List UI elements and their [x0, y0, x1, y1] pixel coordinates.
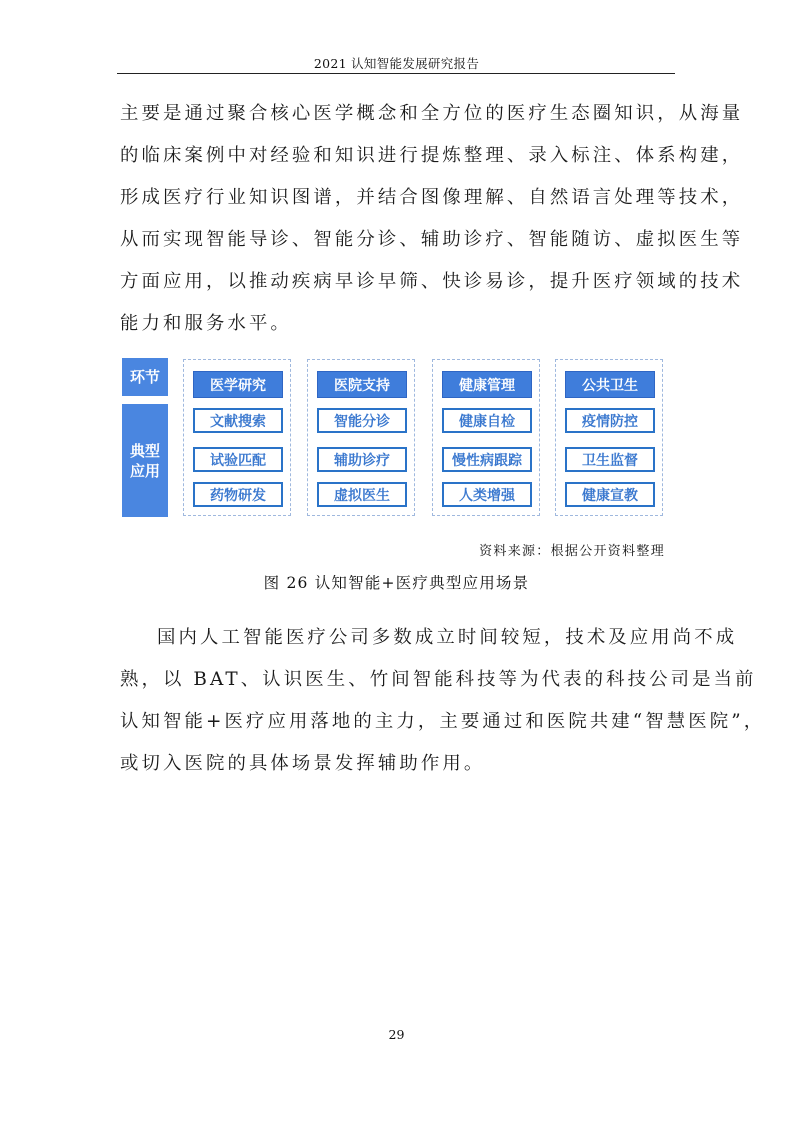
- paragraph-line: 主要是通过聚合核心医学概念和全方位的医疗生态圈知识，从海量: [120, 103, 744, 124]
- row-label-stage: 环节: [122, 358, 168, 396]
- application-box: 药物研发: [193, 482, 283, 507]
- application-box: 卫生监督: [565, 447, 655, 472]
- figure-caption: 图 26 认知智能+医疗典型应用场景: [263, 574, 530, 592]
- paragraph-line: 能力和服务水平。: [120, 313, 292, 334]
- stage-header: 医院支持: [317, 371, 407, 398]
- group-hospital-support: [307, 359, 415, 516]
- running-header-title: 2021 认知智能发展研究报告: [313, 56, 480, 71]
- application-box: 健康宣教: [565, 482, 655, 507]
- group-medical-research: [183, 359, 291, 516]
- page-number: 29: [388, 1027, 405, 1042]
- paragraph-line: 形成医疗行业知识图谱，并结合图像理解、自然语言处理等技术，: [120, 187, 744, 208]
- paragraph-line: 的临床案例中对经验和知识进行提炼整理、录入标注、体系构建，: [120, 145, 744, 166]
- application-box: 健康自检: [442, 408, 532, 433]
- paragraph-line: 认知智能+医疗应用落地的主力，主要通过和医院共建“智慧医院”，: [120, 711, 766, 732]
- stage-header: 医学研究: [193, 371, 283, 398]
- header-divider: [117, 73, 675, 74]
- paragraph-line: 熟，以 BAT、认识医生、竹间智能科技等为代表的科技公司是当前: [120, 669, 757, 690]
- group-public-health: [555, 359, 663, 516]
- row-label-application-text: 典型应用: [129, 441, 160, 480]
- group-health-management: [432, 359, 540, 516]
- application-box: 辅助诊疗: [317, 447, 407, 472]
- application-box: 试验匹配: [193, 447, 283, 472]
- application-box: 虚拟医生: [317, 482, 407, 507]
- body-paragraph-1: [120, 93, 744, 345]
- medical-application-diagram: [120, 356, 670, 521]
- application-box: 智能分诊: [317, 408, 407, 433]
- application-box: 人类增强: [442, 482, 532, 507]
- paragraph-line: 或切入医院的具体场景发挥辅助作用。: [120, 753, 486, 774]
- application-box: 文献搜索: [193, 408, 283, 433]
- paragraph-line: 从而实现智能导诊、智能分诊、辅助诊疗、智能随访、虚拟医生等: [120, 229, 744, 250]
- application-box: 慢性病跟踪: [442, 447, 532, 472]
- figure-source-note: 资料来源：根据公开资料整理: [479, 544, 665, 559]
- row-label-application: [122, 404, 168, 517]
- body-paragraph-2: [120, 617, 766, 785]
- stage-header: 公共卫生: [565, 371, 655, 398]
- application-box: 疫情防控: [565, 408, 655, 433]
- paragraph-line: 方面应用，以推动疾病早诊早筛、快诊易诊，提升医疗领域的技术: [120, 271, 744, 292]
- paragraph-line: 国内人工智能医疗公司多数成立时间较短，技术及应用尚不成: [157, 627, 738, 648]
- stage-header: 健康管理: [442, 371, 532, 398]
